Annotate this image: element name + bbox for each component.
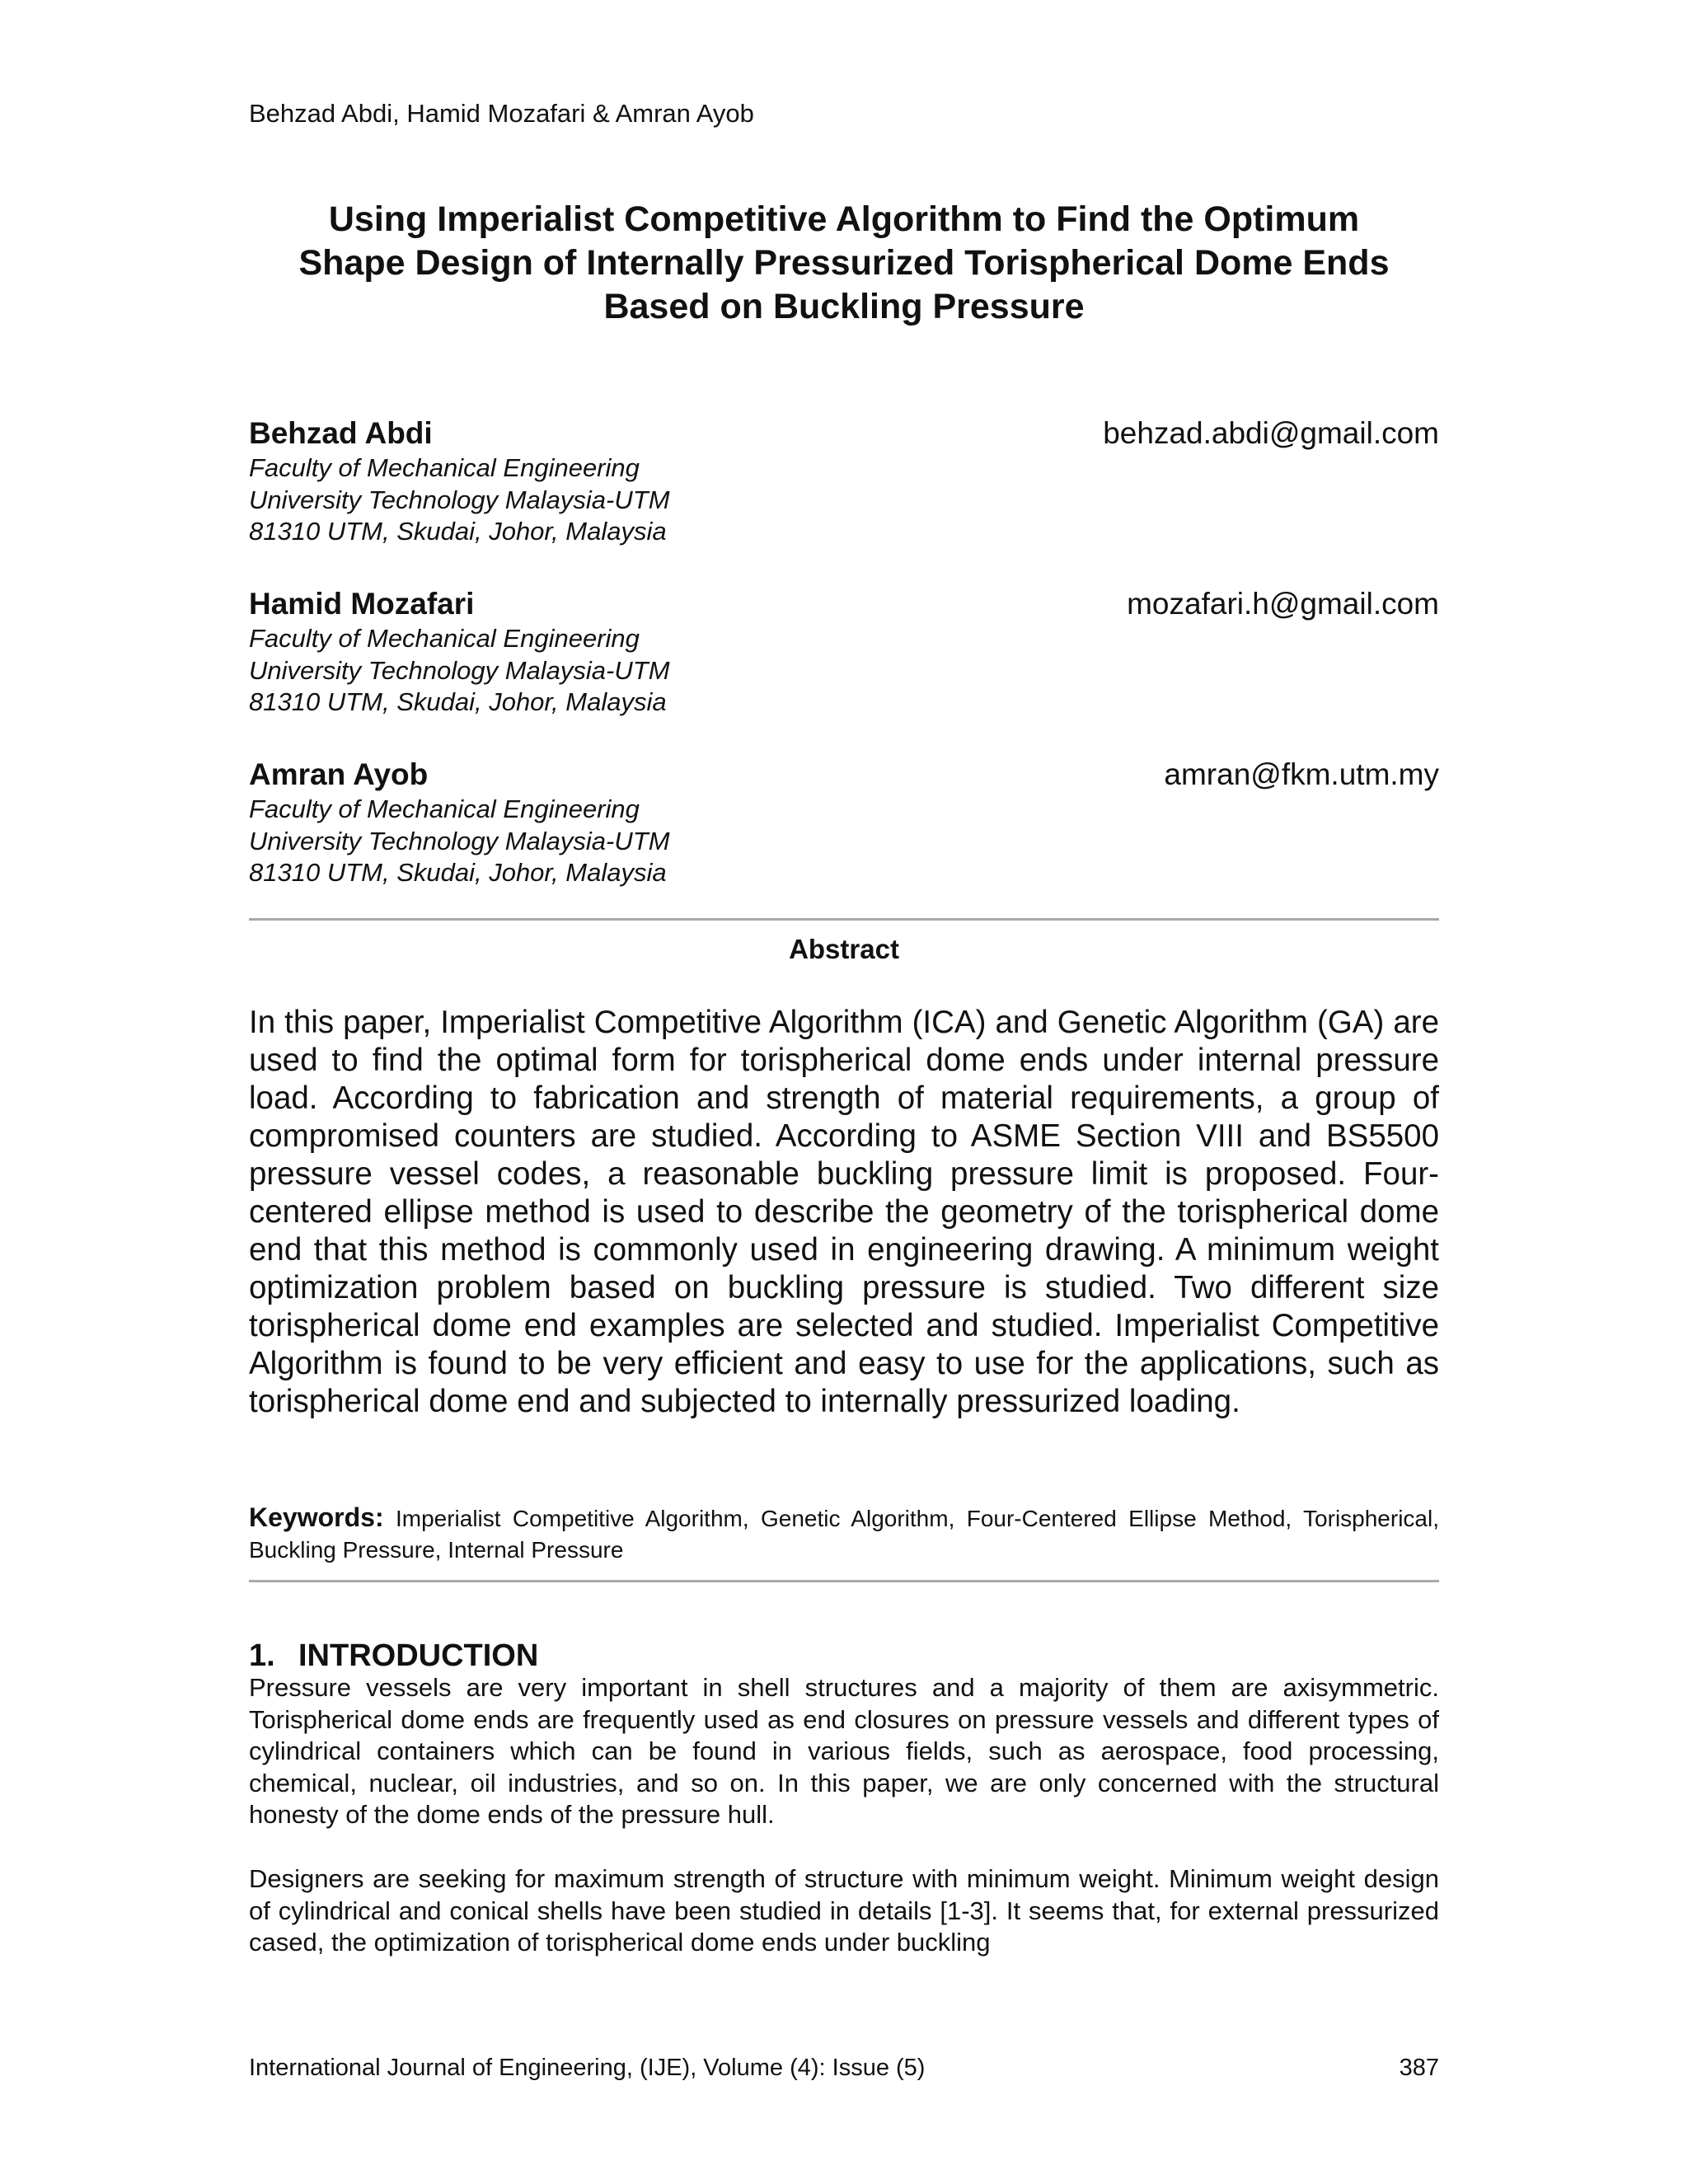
affiliation-line: 81310 UTM, Skudai, Johor, Malaysia — [249, 687, 667, 716]
section-heading-introduction — [249, 1637, 538, 1675]
divider-rule — [249, 918, 1439, 921]
affiliation-line: University Technology Malaysia-UTM — [249, 826, 670, 855]
affiliation-line: Faculty of Mechanical Engineering — [249, 794, 640, 823]
divider-rule — [249, 1580, 1439, 1582]
author-name: Hamid Mozafari — [249, 587, 475, 621]
title-line: Based on Buckling Pressure — [603, 287, 1085, 326]
author-email[interactable]: behzad.abdi@gmail.com — [1103, 416, 1439, 450]
keywords-text: Imperialist Competitive Algorithm, Genetic Algorithm, Four-Centered Ellipse Method, Torispherical, Buckling Pressure, Internal Pressure — [249, 1506, 1440, 1563]
section-number: 1. — [249, 1638, 275, 1673]
author-email[interactable]: mozafari.h@gmail.com — [1127, 587, 1439, 621]
title-line: Shape Design of Internally Pressurized Torispherical Dome Ends — [298, 243, 1390, 283]
footer-journal: International Journal of Engineering, (IJE), Volume (4): Issue (5) — [249, 2055, 926, 2081]
paper-title — [198, 198, 1490, 329]
affiliation-line: Faculty of Mechanical Engineering — [249, 453, 640, 482]
running-head: Behzad Abdi, Hamid Mozafari & Amran Ayob — [249, 99, 754, 128]
author-name: Amran Ayob — [249, 757, 429, 791]
abstract-text: In this paper, Imperialist Competitive Algorithm (ICA) and Genetic Algorithm (GA) are used to find the optimal form for torispherical dome ends under internal pressure load. According to fabrication and strength of material requirements, a group of compromised counters are studied. According to ASME Section VIII and BS5500 pressure vessel codes, a reasonable buckling pressure limit is proposed. Four-centered ellipse method is used to describe the geometry of the torispherical dome end that this method is commonly used in engineering drawing. A minimum weight optimization problem based on buckling pressure is studied. Two different size torispherical dome end examples are selected and studied. Imperialist Competitive Algorithm is found to be very efficient and easy to use for the applications, such as torispherical dome end and subjected to internally pressurized loading. — [249, 1005, 1439, 1419]
keywords — [249, 1502, 1439, 1566]
author-name: Behzad Abdi — [249, 416, 433, 450]
author-email[interactable]: amran@fkm.utm.my — [1164, 757, 1439, 791]
body-paragraph: Designers are seeking for maximum strength of structure with minimum weight. Minimum weight design of cylindrical and conical shells have been studied in details [1-3]. It seems that, for external pressurized cased, the optimization of torispherical dome ends under buckling — [249, 1864, 1439, 1957]
section-title: INTRODUCTION — [298, 1638, 539, 1673]
abstract-heading: Abstract — [789, 934, 899, 964]
author-block-ayob — [249, 756, 1439, 889]
keywords-label: Keywords: — [249, 1502, 384, 1532]
affiliation-line: University Technology Malaysia-UTM — [249, 655, 670, 685]
affiliation-line: University Technology Malaysia-UTM — [249, 485, 670, 514]
affiliation-line: 81310 UTM, Skudai, Johor, Malaysia — [249, 858, 667, 887]
body-paragraph: Pressure vessels are very important in shell structures and a majority of them are axisymmetric. Torispherical dome ends are frequently used as end closures on pressure vessels and different types of cylindrical containers which can be found in various fields, such as aerospace, food processing, chemical, nuclear, oil industries, and so on. In this paper, we are only concerned with the structural honesty of the dome ends of the pressure hull. — [249, 1673, 1439, 1829]
author-block-abdi — [249, 415, 1439, 548]
affiliation-line: 81310 UTM, Skudai, Johor, Malaysia — [249, 517, 667, 546]
title-line: Using Imperialist Competitive Algorithm to Find the Optimum — [328, 199, 1360, 239]
page-number: 387 — [1399, 2055, 1439, 2081]
author-block-mozafari — [249, 585, 1439, 719]
affiliation-line: Faculty of Mechanical Engineering — [249, 624, 640, 653]
